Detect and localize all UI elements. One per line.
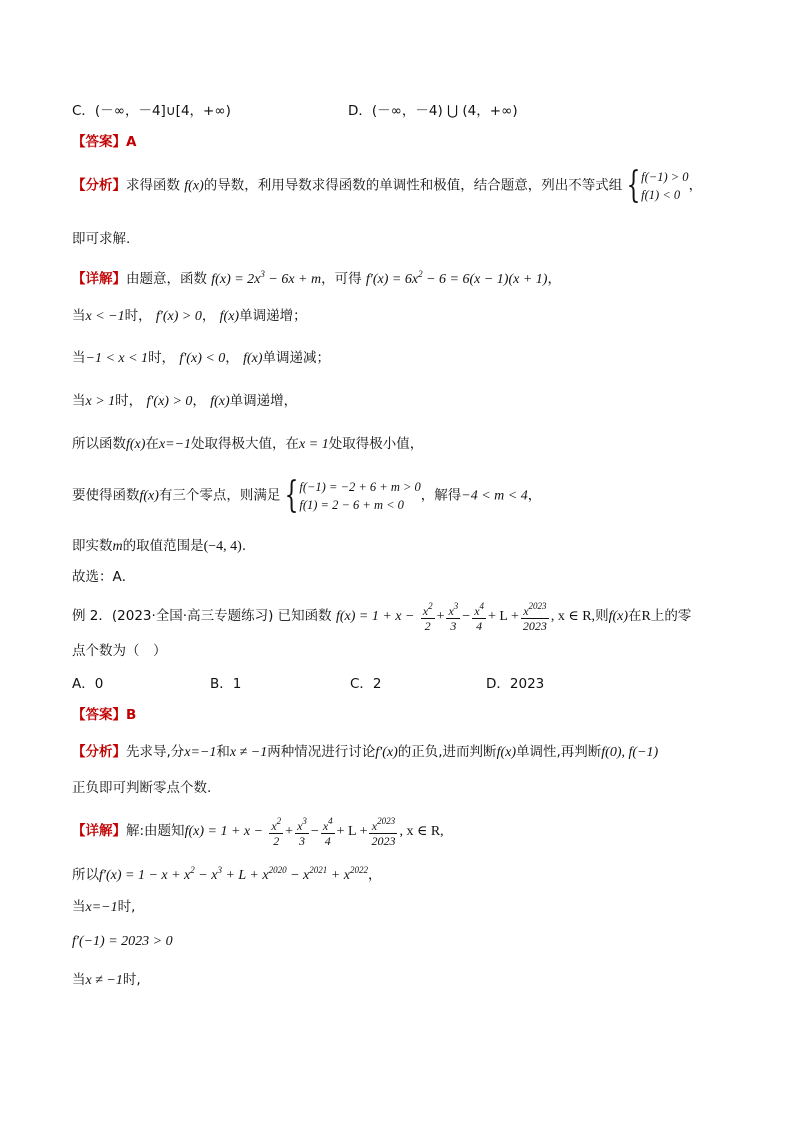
fraction: $\frac{x^2}{2}$	[271, 816, 282, 848]
text: ，	[192, 393, 206, 409]
option-a: A．0	[72, 676, 104, 692]
fraction: $\frac{x^2}{2}$	[422, 601, 433, 633]
analysis-text: 求得函数	[126, 177, 180, 194]
math-expr: f(x)	[184, 178, 204, 194]
text: 当	[72, 308, 86, 324]
system-row: f(−1) > 0	[641, 170, 689, 184]
question-2-line-2: 点个数为（ ）	[72, 643, 167, 659]
math-expr: f(x)	[496, 745, 516, 760]
case-line-2	[72, 348, 734, 369]
fraction: $\frac{x^3}{3}$	[297, 816, 307, 848]
fraction: $\frac{x^4}{4}$	[474, 601, 485, 633]
system-brace: {	[626, 165, 641, 206]
punct: ，	[367, 867, 382, 883]
text: 单调递增，	[229, 393, 298, 409]
math-expr: f(x) = 1 + x −	[184, 824, 264, 839]
system-brace: {	[285, 475, 299, 516]
fraction: $\frac{x^3}{3}$	[448, 601, 459, 633]
punct: ，	[547, 271, 561, 287]
math-expr: f′(x) > 0	[155, 309, 202, 324]
math-expr: x = 1	[299, 437, 329, 452]
analysis-text: 的导数，利用导数求得函数的单调性和极值，结合题意，列出不等式组	[203, 177, 623, 194]
text: 两种情况进行讨论	[267, 744, 376, 760]
detail-tag: 【详解】	[72, 271, 126, 287]
text: 即实数	[72, 538, 113, 554]
answer-tag: 【答案】	[72, 134, 126, 150]
math-expr: , x ∈ R,	[550, 609, 596, 624]
text: 当	[72, 393, 86, 409]
fraction: $\frac{x^{2023}}{2023}$	[371, 816, 396, 848]
text: ，解得	[420, 487, 462, 504]
answer-line-2	[72, 705, 734, 725]
text: 和	[216, 744, 230, 760]
math-expr: f(x)	[210, 394, 230, 409]
text: 解:由题知	[126, 823, 185, 839]
math-expr: x=−1	[184, 745, 217, 760]
math-expr: x=−1	[85, 900, 118, 915]
math-expr: x < −1	[85, 309, 125, 324]
math-expr: $f'(x) = 6x^2 - 6 = 6(x - 1)(x + 1)$	[365, 269, 548, 287]
text: 当	[72, 899, 86, 915]
math-op: + L +	[336, 824, 368, 839]
math-expr: R	[641, 609, 651, 624]
math-expr: x ≠ −1	[229, 745, 268, 760]
answer-tag: 【答案】	[72, 707, 126, 723]
math-expr: f(0), f(−1)	[601, 745, 659, 760]
text: 先求导,分	[126, 744, 185, 760]
question-text: 例 2．(2023·全国·高三专题练习) 已知函数	[72, 608, 332, 624]
text: .	[241, 538, 247, 554]
math-expr: $f'(x) = 1 - x + x^2 - x^3 + L + x^{2020} - x^{2021} + x^{2022}$	[99, 865, 368, 883]
extreme-line	[72, 434, 734, 455]
when-line-1	[72, 897, 734, 918]
fraction: $\frac{x^4}{4}$	[322, 816, 333, 848]
system-row: f(1) = 2 − 6 + m < 0	[299, 498, 404, 512]
detail-tag: 【详解】	[72, 823, 126, 839]
value-line: f′(−1) = 2023 > 0	[72, 934, 173, 949]
analysis-tag: 【分析】	[72, 744, 126, 760]
text: 时，	[124, 308, 152, 324]
math-expr: f(x)	[126, 437, 146, 452]
math-expr: f(x)	[608, 609, 628, 624]
option-b: B．1	[210, 676, 242, 692]
option-c: C．2	[350, 676, 382, 692]
punct: ，	[688, 177, 703, 194]
text: 当	[72, 972, 86, 988]
answer-line-1	[72, 132, 734, 152]
math-expr: −1 < x < 1	[85, 351, 149, 366]
math-expr: f′(x) > 0	[146, 394, 193, 409]
text: 有三个零点，则满足	[158, 487, 281, 504]
system-row: f(−1) = −2 + 6 + m > 0	[299, 480, 421, 494]
text: 的取值范围是	[122, 538, 204, 554]
math-op: −	[462, 609, 471, 624]
text: 处取得极小值，	[328, 436, 424, 452]
math-op: +	[436, 609, 445, 624]
text: ，	[201, 308, 216, 324]
detail-text: ，可得	[321, 271, 362, 287]
analysis-tag: 【分析】	[72, 177, 126, 194]
text: 时,	[122, 972, 141, 988]
text: 单调性,再判断	[516, 744, 602, 760]
text: 所以函数	[72, 436, 126, 452]
analysis-2-line-1	[72, 742, 734, 763]
analysis-2-line-2: 正负即可判断零点个数.	[72, 780, 212, 796]
case-line-3	[72, 391, 734, 412]
math-expr: f(x)	[139, 488, 159, 504]
math-expr: x > 1	[85, 394, 116, 409]
math-op: −	[310, 824, 319, 839]
text: 处取得极大值，在	[191, 436, 300, 452]
text: 时,	[117, 899, 136, 915]
text: 所以	[72, 867, 99, 883]
answer-value: A	[126, 134, 137, 150]
math-expr: , x ∈ R,	[399, 824, 444, 839]
math-expr: f(x)	[243, 351, 263, 366]
inequality-system	[641, 168, 688, 204]
question-text: 则	[595, 608, 609, 624]
math-expr: (−4, 4)	[203, 539, 242, 554]
math-expr: f′(x)	[375, 745, 398, 760]
math-op: + L +	[488, 609, 519, 624]
system-row: f(1) < 0	[641, 188, 681, 202]
case-line-1	[72, 306, 734, 327]
option-d: D．(－∞，－4) ⋃ (4，+∞)	[348, 103, 518, 119]
option-d: D．2023	[486, 676, 545, 692]
text: 要使得函数	[72, 487, 140, 504]
range-line	[72, 536, 734, 557]
answer-value: B	[126, 707, 137, 723]
detail-text: 由题意，函数	[126, 271, 207, 287]
text: 在	[145, 436, 159, 452]
text: 时，	[115, 393, 143, 409]
detail-line-1	[72, 264, 734, 290]
question-2-line-1	[72, 600, 734, 633]
math-expr: f′(x) < 0	[179, 351, 226, 366]
text: 的正负,进而判断	[397, 744, 497, 760]
option-c: C．(－∞，－4]∪[4，+∞)	[72, 103, 231, 119]
math-expr: −4 < m < 4	[461, 488, 528, 504]
condition-line	[72, 475, 734, 516]
analysis-line-1	[72, 165, 734, 206]
choose-line: 故选：A．	[72, 569, 136, 585]
text: ，	[527, 487, 542, 504]
math-expr: x ≠ −1	[85, 973, 123, 988]
math-expr: x=−1	[158, 437, 192, 452]
detail-2-line-1	[72, 815, 734, 848]
text: 时，	[148, 350, 176, 366]
equation-system	[299, 478, 420, 514]
fraction: $\frac{x^{2023}}{2023}$	[522, 601, 547, 633]
math-op: +	[285, 824, 294, 839]
math-expr: f(x) = 1 + x −	[335, 609, 415, 624]
question-text: 在	[628, 608, 642, 624]
analysis-line-2: 即可求解.	[72, 231, 131, 247]
text: 当	[72, 350, 86, 366]
math-expr: f(x)	[219, 309, 240, 324]
text: ，	[225, 350, 239, 366]
math-expr: $f(x) = 2x^3 - 6x + m$	[211, 269, 322, 287]
text: 单调递减；	[262, 350, 331, 366]
derivative-line	[72, 860, 734, 886]
text: 单调递增；	[239, 308, 307, 324]
math-expr: m	[112, 539, 123, 554]
when-line-2	[72, 970, 734, 991]
question-text: 上的零	[650, 608, 692, 624]
